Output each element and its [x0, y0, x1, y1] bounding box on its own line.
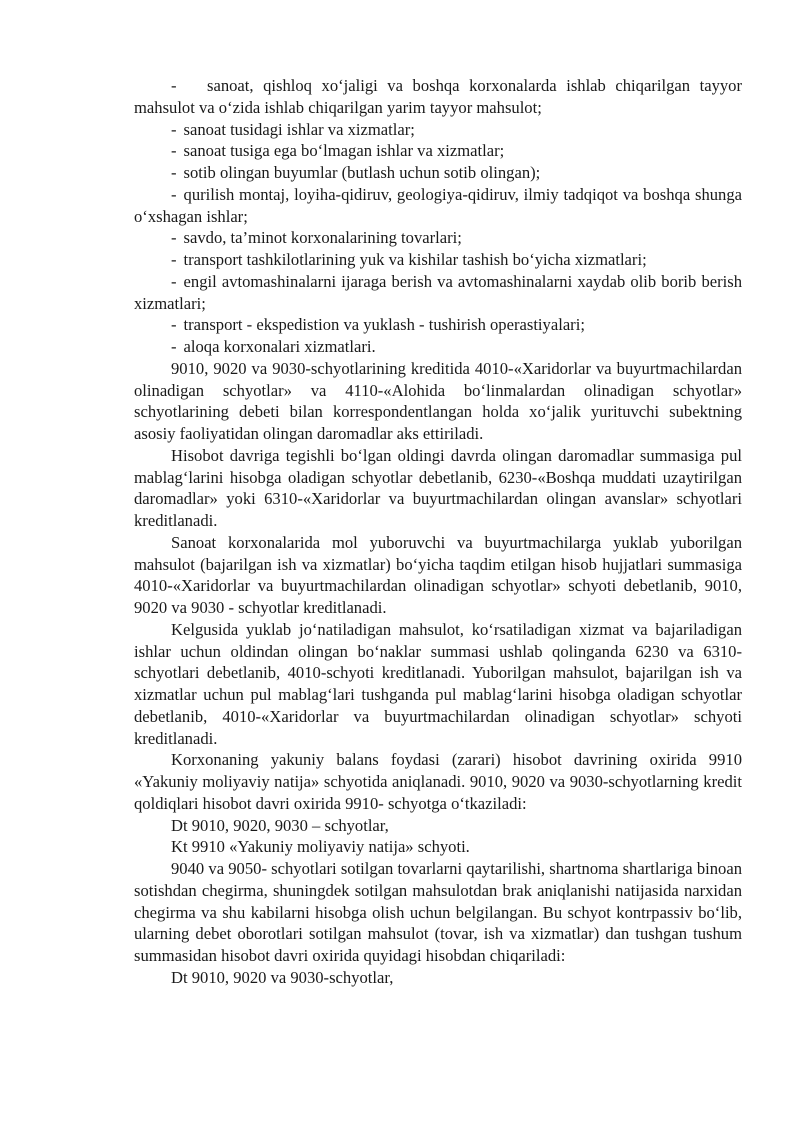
list-dash: -	[171, 141, 177, 161]
list-item	[134, 227, 742, 249]
list-item-text: sanoat tusidagi ishlar va xizmatlar;	[183, 119, 415, 139]
list-item	[134, 140, 742, 162]
journal-entry-credit: Kt 9910 «Yakuniy moliyaviy natija» schyoti.	[171, 837, 470, 857]
paragraph: Sanoat korxonalarida mol yuboruvchi va buyurtmachilarga yuklab yuborilgan mahsulot (bajarilgan ish va xizmatlar) bo‘yicha taqdim etilgan hisob hujjatlari summasiga 4010-«Xaridorlar va buyurtmachilardan olinadigan schyotlar» schyoti debetlanib, 9010, 9020 va 9030 - schyotlar kreditlanadi.	[134, 532, 742, 617]
list-item-text: aloqa korxonalari xizmatlari.	[183, 337, 376, 356]
paragraph: 9040 va 9050- schyotlari sotilgan tovarlarni qaytarilishi, shartnoma shartlariga binoan sotishdan chegirma, shuningdek sotilgan mahsulotdan brak aniqlanishi natijasida narxidan chegirma va shu kabilarni hisobga olish uchun belgilangan. Bu schyot kontrpassiv bo‘lib, ularning debet oborotlari sotilgan mahsulot (tovar, ish va xizmatlar) dan tushgan tushum summasidan hisobot davri oxirida quyidagi hisobdan chiqariladi:	[134, 859, 742, 965]
list-dash: -	[171, 250, 177, 269]
list-item	[134, 75, 742, 119]
list-dash: -	[171, 184, 177, 204]
list-item-text: sanoat, qishloq xo‘jaligi va boshqa korxonalarda ishlab chiqarilgan tayyor mahsulot va o‘zida ishlab chiqarilgan yarim tayyor mahsulot;	[134, 76, 742, 117]
list-item	[134, 119, 742, 141]
list-item	[134, 184, 742, 228]
paragraph: Korxonaning yakuniy balans foydasi (zarari) hisobot davrining oxirida 9910 «Yakuniy moliyaviy natija» schyotida aniqlanadi. 9010, 9020 va 9030-schyotlarning kredit qoldiqlari hisobot davri oxirida 9910- schyotga o‘tkaziladi:	[134, 750, 742, 813]
list-item-text: sanoat tusiga ega bo‘lmagan ishlar va xizmatlar;	[183, 141, 505, 161]
list-item	[134, 249, 742, 271]
paragraph: Kelgusida yuklab jo‘natiladigan mahsulot, ko‘rsatiladigan xizmat va bajariladigan ishlar uchun oldindan olingan bo‘naklar summasi ushlab qolinganda 6230 va 6310-schyotlari debetlanib, 4010-schyoti kreditlanadi. Yuborilgan mahsulot, bajarilgan ish va xizmatlar uchun pul mablag‘lari tushganda pul mablag‘larini hisobga oladigan schyotlar debetlanib, 4010-«Xaridorlar va buyurtmachilardan olinadigan schyotlar» schyoti kreditlanadi.	[134, 619, 742, 748]
list-item	[134, 314, 742, 336]
paragraph: 9010, 9020 va 9030-schyotlarining kreditida 4010-«Xaridorlar va buyurtmachilardan olinadigan schyotlar» va 4110-«Alohida bo‘linmalardan olinadigan schyotlar» schyotlarining debeti bilan korrespondentlangan holda xo‘jalik yurituvchi subektning asosiy faoliyatidan olingan daromadlar aks ettiriladi.	[134, 358, 742, 443]
list-dash: -	[171, 315, 177, 335]
list-item-text: sotib olingan buyumlar (butlash uchun sotib olingan);	[183, 163, 541, 182]
list-item	[134, 271, 742, 315]
list-dash: -	[171, 228, 177, 248]
paragraph: Hisobot davriga tegishli bo‘lgan oldingi davrda olingan daromadlar summasiga pul mablag‘larini hisobga oladigan schyotlar debetlanib, 6230-«Boshqa muddati uzaytirilgan daromadlar» yoki 6310-«Xaridorlar va buyurtmachilardan olingan avanslar» schyotlari kreditlanadi.	[134, 445, 742, 530]
list-item-text: transport - ekspedistion va yuklash - tushirish operastiyalari;	[183, 315, 585, 335]
document-page	[134, 75, 742, 989]
list-item-text: engil avtomashinalarni ijaraga berish va avtomashinalarni xaydab olib borib berish xizmatlari;	[134, 271, 742, 313]
list-item-text: savdo, ta’minot korxonalarining tovarlari;	[183, 228, 462, 248]
list-dash: -	[171, 76, 177, 95]
list-item	[134, 162, 742, 184]
list-dash: -	[171, 337, 177, 356]
journal-entry-debit: Dt 9010, 9020 va 9030-schyotlar,	[171, 967, 394, 987]
list-item-text: qurilish montaj, loyiha-qidiruv, geologiya-qidiruv, ilmiy tadqiqot va boshqa shunga o‘xshagan ishlar;	[134, 184, 742, 226]
list-dash: -	[171, 119, 177, 139]
list-item	[134, 336, 742, 358]
journal-entry-debit: Dt 9010, 9020, 9030 – schyotlar,	[171, 815, 389, 835]
list-item-text: transport tashkilotlarining yuk va kishilar tashish bo‘yicha xizmatlari;	[183, 250, 647, 269]
list-dash: -	[171, 163, 177, 182]
list-dash: -	[171, 271, 177, 291]
